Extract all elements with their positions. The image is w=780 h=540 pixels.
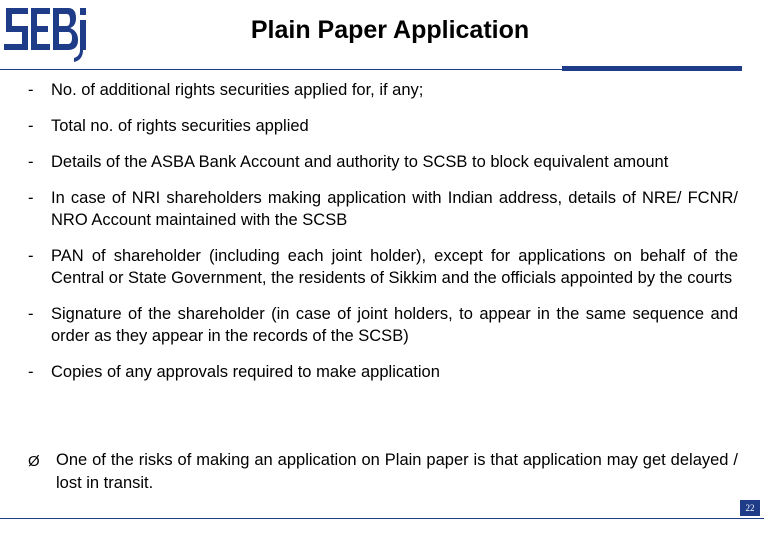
requirements-list xyxy=(28,79,738,397)
dash-bullet: - xyxy=(28,305,34,323)
page-title: Plain Paper Application xyxy=(250,16,530,44)
list-item xyxy=(28,115,738,137)
header-divider xyxy=(0,69,565,70)
list-item xyxy=(28,361,738,383)
dash-bullet: - xyxy=(28,117,34,135)
footer-divider xyxy=(0,518,764,519)
dash-bullet: - xyxy=(28,247,34,265)
list-item-text: Signature of the shareholder (in case of joint holders, to appear in the same sequence and order as they appear in the records of the SCSB) xyxy=(51,305,738,345)
list-item-text: Copies of any approvals required to make application xyxy=(51,363,440,381)
list-item-text: Details of the ASBA Bank Account and authority to SCSB to block equivalent amount xyxy=(51,153,669,171)
list-item-text: In case of NRI shareholders making application with Indian address, details of NRE/ FCNR/ NRO Account maintained with the SCSB xyxy=(51,189,738,229)
list-item-text: PAN of shareholder (including each joint holder), except for applications on behalf of the Central or State Government, the residents of Sikkim and the officials appointed by the courts xyxy=(51,247,738,287)
risk-note-text: One of the risks of making an application on Plain paper is that application may get delayed / lost in transit. xyxy=(56,451,738,492)
list-item xyxy=(28,151,738,173)
dash-bullet: - xyxy=(28,363,34,381)
page-number: 22 xyxy=(740,500,760,516)
list-item-text: No. of additional rights securities applied for, if any; xyxy=(51,81,424,99)
header-accent-bar xyxy=(562,66,742,71)
list-item xyxy=(28,303,738,347)
dash-bullet: - xyxy=(28,81,34,99)
list-item xyxy=(28,187,738,231)
list-item xyxy=(28,245,738,289)
dash-bullet: - xyxy=(28,189,34,207)
list-item xyxy=(28,79,738,101)
risk-note xyxy=(28,449,738,495)
dash-bullet: - xyxy=(28,153,34,171)
arrow-bullet-icon: Ø xyxy=(28,453,40,470)
list-item-text: Total no. of rights securities applied xyxy=(51,117,309,135)
